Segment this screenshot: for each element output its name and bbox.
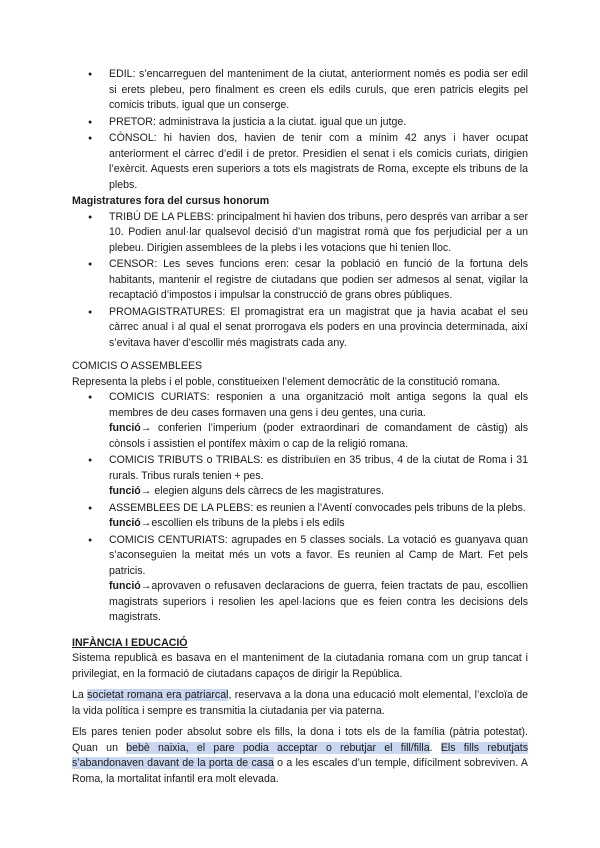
infancia-paragraph-1: Sistema republicà es basava en el manteniment de la ciutadania romana com un grup tancat i privilegiat, en la formació de ciutadans capaços de dirigir la República. bbox=[72, 652, 528, 680]
list-item-promagistratures: ● PROMAGISTRATURES: El promagistrat era un magistrat que ja havia acabat el seu càrrec anual i al qual el senat prorrogava els poders en una provincia determinada, així s’evitava haver d’escollir més magistrats cada any. bbox=[72, 305, 528, 352]
list-item-comicis-curiats: ● COMICIS CURIATS: responien a una organització molt antiga segons la qual els membres de deu cases formaven una gens i deu gentes, una curia. funció→ conferien l’imperium (poder extraordinari de comandament de càstig) als cònsols i assistien el pontífex màxim o cap de la religió romana. bbox=[72, 390, 528, 452]
list-item-comicis-tributs: ● COMICIS TRIBUTS o TRIBALS: es distribuïen en 35 tribus, 4 de la ciutat de Roma i 31 rurals. Tribus rurals tenien + pes. funció→ elegien alguns dels càrrecs de les magistratures. bbox=[72, 453, 528, 500]
highlighted-text: Els fills rebutjats s’abandonaven davant de la porta de casa bbox=[72, 741, 528, 769]
list-item-assemblees-plebs: ● ASSEMBLEES DE LA PLEBS: es reunien a l’Aventí convocades pels tribuns de la plebs. funció→escollien els tribuns de la plebs i els edils bbox=[72, 501, 528, 532]
highlighted-text: bebè naixia, el pare podia acceptar o rebutjar el fill/filla bbox=[126, 741, 430, 754]
comicis-intro: Representa la plebs i el poble, constitueixen l’element democràtic de la constitució romana. bbox=[72, 375, 501, 388]
magistrates-list bbox=[72, 67, 528, 193]
comicis-list bbox=[72, 390, 528, 626]
magistratures-heading: Magistratures fora del cursus honorum bbox=[72, 195, 270, 207]
comicis-title: COMICIS O ASSEMBLEES bbox=[72, 360, 203, 372]
function-note: funció→aprovaven o refusaven declaracions de guerra, feien tractats de pau, escollien magistrats superiors i resolien les apel·lacions que es feien contra les decisions dels magistrats. bbox=[109, 580, 528, 623]
function-note: funció→ elegien alguns dels càrrecs de les magistratures. bbox=[109, 485, 384, 497]
function-note: funció→ conferien l’imperium (poder extraordinari de comandament de càstig) als cònsols i assistien el pontífex màxim o cap de la religió romana. bbox=[109, 422, 528, 450]
highlighted-text: societat romana era patriarcal bbox=[87, 689, 229, 701]
function-note: funció→escollien els tribuns de la plebs i els edils bbox=[109, 517, 345, 529]
list-item-comicis-centuriats: ● COMICIS CENTURIATS: agrupades en 5 classes socials. La votació es guanyava quan s’aconseguien la meitat més un vots a favor. Es reunien al Camp de Mart. Fet pels patricis. funció→aprovaven o refusaven declaracions de guerra, feien tractats de pau, escollien magistrats superiors i resolien les apel·lacions que es feien contra les decisions dels magistrats. bbox=[72, 533, 528, 626]
list-item-censor: ● CENSOR: Les seves funcions eren: cesar la població en funció de la fortuna dels habitants, mantenir el registre de ciutadans que podien ser admesos al senat, vigilar la recaptació d’impostos i impulsar la construcció de grans obres públiques. bbox=[72, 257, 528, 304]
document-page bbox=[72, 67, 528, 793]
list-item-pretor: ● PRETOR: administrava la justicia a la ciutat. igual que un jutge. bbox=[72, 115, 528, 131]
infancia-title: INFÀNCIA I EDUCACIÓ bbox=[72, 636, 188, 649]
infancia-paragraph-3: Els pares tenien poder absolut sobre els fills, la dona i tots els de la família (pàtria potestat). Quan un bebè naixia, el pare podia acceptar o rebutjar el fill/filla. Els fills rebutjats s’abandonaven davant de la porta de casa o a les escales d’un temple, difícilment sobreviven. A Roma, la mortalitat infantil era molt elevada. bbox=[72, 726, 528, 785]
list-item-tribu: ● TRIBÚ DE LA PLEBS: principalment hi havien dos tribuns, pero després van arribar a ser 10. Podien anul·lar qualsevol decisió d’un magistrat romà que fos perjudicial per a un plebeu. Dirigien assemblees de la plebs i les votacions que hi tenien lloc. bbox=[72, 210, 528, 257]
extra-magistrates-list bbox=[72, 210, 528, 352]
list-item-consol: ● CÒNSOL: hi havien dos, havien de tenir com a mínim 42 anys i haver ocupat anteriorment el càrrec d’edil i de pretor. Presidien el senat i els comicis curiats, dirigien l’exèrcit. Aquests eren superiors a tots els magistrats de Roma, excepte els tribuns de la plebs. bbox=[72, 131, 528, 193]
list-item-edil: ● EDIL: s’encarreguen del manteniment de la ciutat, anteriorment només es podia ser edil si erets plebeu, pero finalment es creen els edils curuls, que eren patricis elegits pel comicis tributs. igual que un conserge. bbox=[72, 67, 528, 114]
infancia-paragraph-2: La societat romana era patriarcal, reservava a la dona una educació molt elemental, l’excloïa de la vida política i sempre es transmitia la ciutadania per via paterna. bbox=[72, 689, 529, 717]
